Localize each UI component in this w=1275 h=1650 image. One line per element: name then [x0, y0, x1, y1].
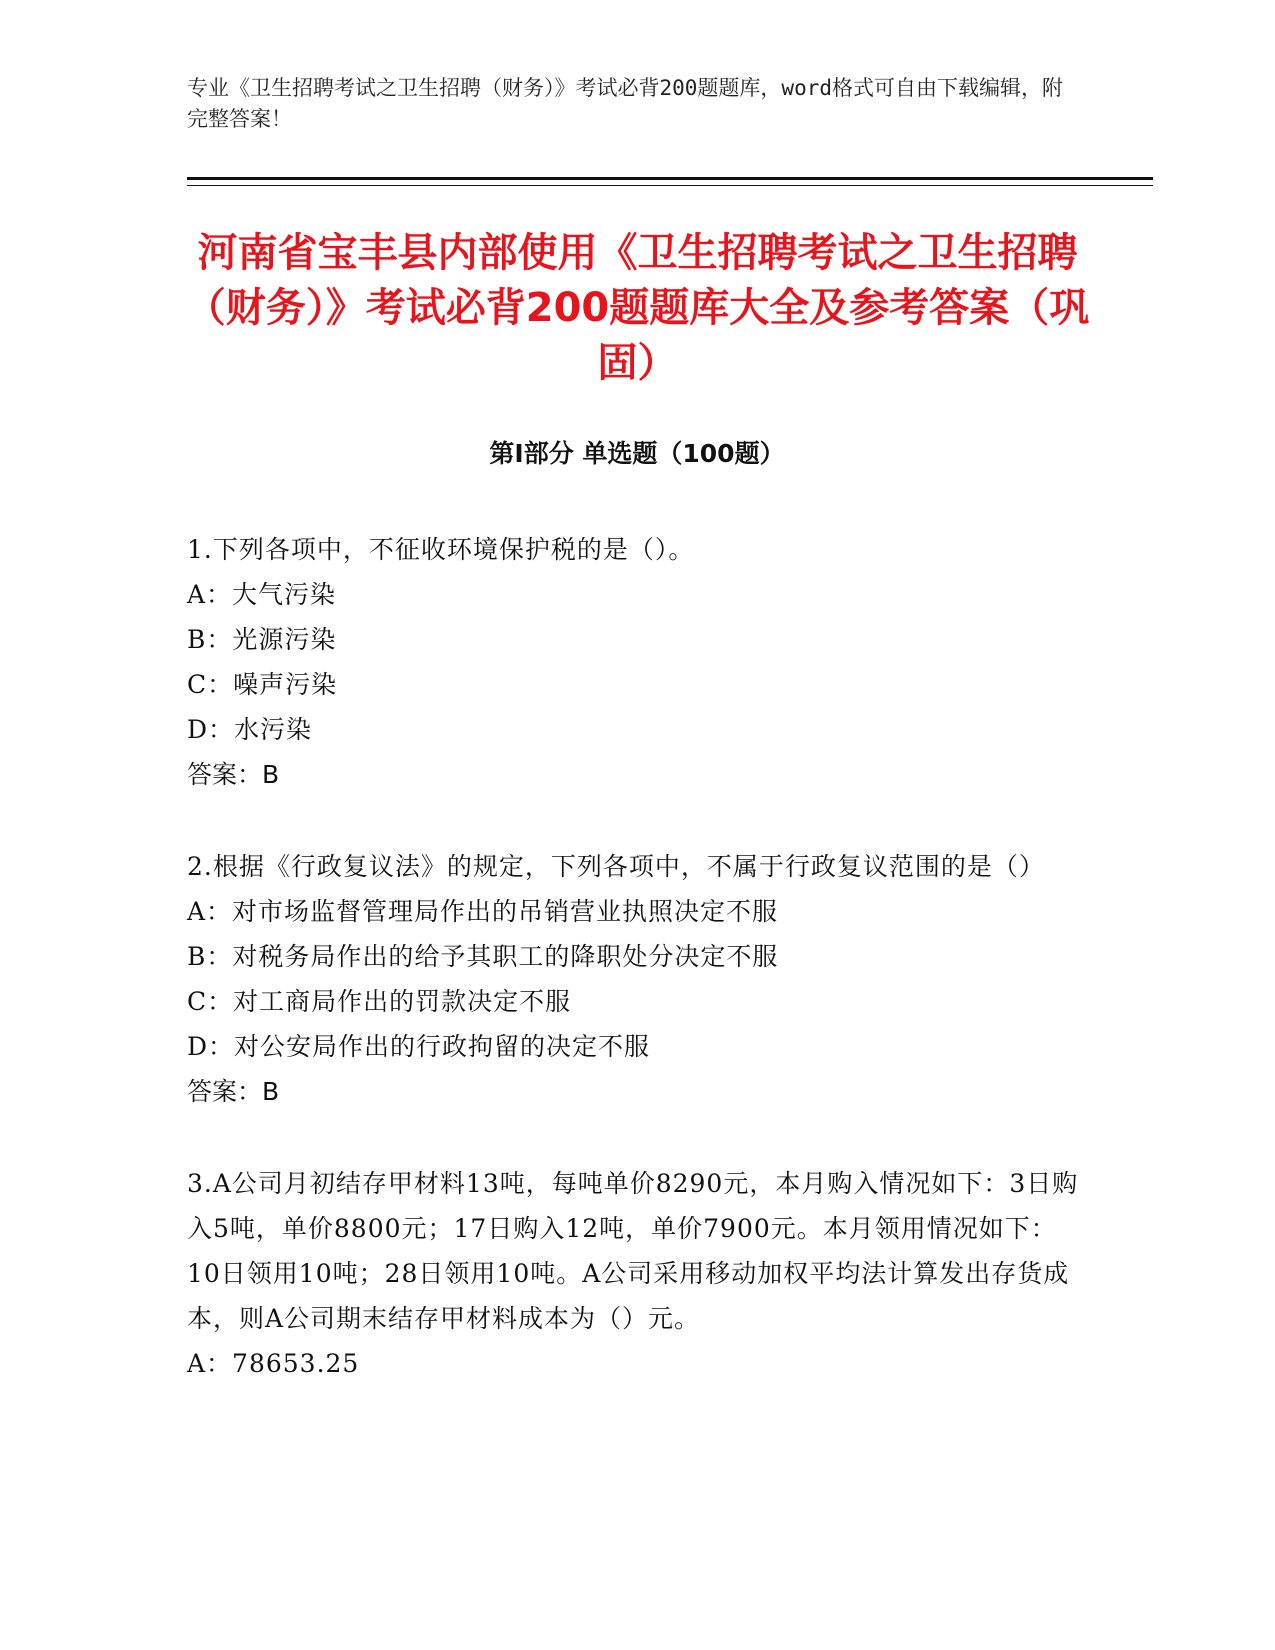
- answer: 答案：B: [187, 760, 280, 789]
- question-text: 3.A公司月初结存甲材料13吨，每吨单价8290元，本月购入情况如下：3日购入5吨，单价8800元；17日购入12吨，单价7900元。本月领用情况如下：10日领用10吨；28日领用10吨。A公司采用移动加权平均法计算发出存货成本，则A公司期末结存甲材料成本为（）元。: [187, 1169, 1079, 1333]
- question-text: 2.根据《行政复议法》的规定，下列各项中，不属于行政复议范围的是（）: [187, 852, 1045, 881]
- option-b: B：对税务局作出的给予其职工的降职处分决定不服: [187, 942, 779, 971]
- option-c: C：噪声污染: [187, 670, 338, 699]
- header-rule-thin: [187, 185, 1153, 186]
- option-a: A：大气污染: [187, 580, 337, 609]
- answer: 答案：B: [187, 1077, 280, 1106]
- question-text: 1.下列各项中，不征收环境保护税的是（）。: [187, 535, 695, 564]
- header-rule-thick: [187, 177, 1153, 180]
- option-d: D：水污染: [187, 715, 313, 744]
- option-b: B：光源污染: [187, 625, 337, 654]
- option-c: C：对工商局作出的罚款决定不服: [187, 987, 572, 1016]
- option-a: A：对市场监督管理局作出的吊销营业执照决定不服: [187, 897, 779, 926]
- section-heading: 第I部分 单选题（100题）: [489, 439, 785, 468]
- header-note: 专业《卫生招聘考试之卫生招聘（财务）》考试必背200题题库，word格式可自由下载编辑，附完整答案！: [187, 76, 1063, 131]
- question-1: [187, 527, 1082, 797]
- document-title: 河南省宝丰县内部使用《卫生招聘考试之卫生招聘（财务）》考试必背200题题库大全及参考答案（巩固）: [185, 230, 1090, 386]
- option-a: A：78653.25: [187, 1349, 360, 1378]
- question-2: [187, 844, 1082, 1114]
- question-list: [187, 527, 1082, 1433]
- question-3: [187, 1161, 1082, 1386]
- option-d: D：对公安局作出的行政拘留的决定不服: [187, 1032, 651, 1061]
